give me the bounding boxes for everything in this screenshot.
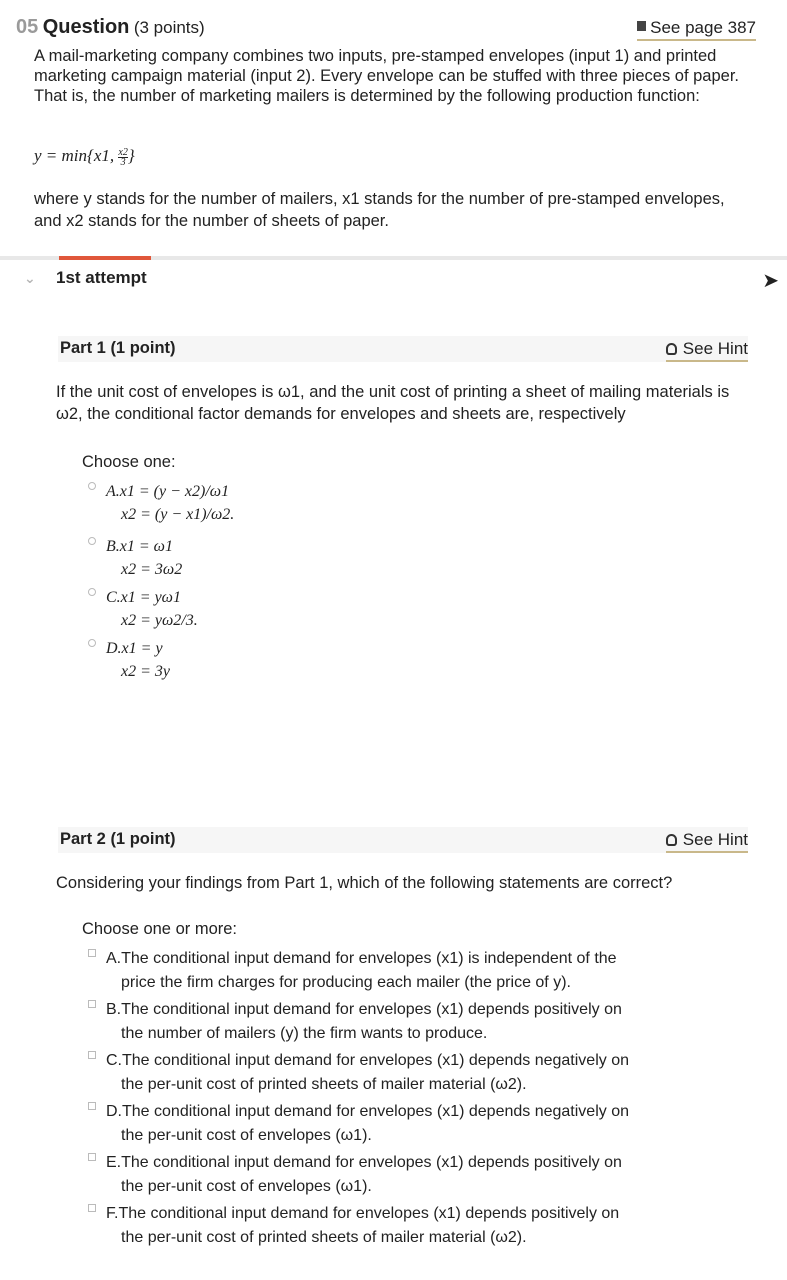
formula-fraction (118, 148, 127, 167)
part2-option-b[interactable] (88, 998, 678, 1046)
part1-hint-link[interactable] (666, 339, 748, 362)
checkbox[interactable] (88, 1102, 96, 1110)
chevron-down-icon: ⌄ (24, 270, 36, 286)
part1-hint-label: See Hint (682, 339, 748, 358)
lightbulb-icon (666, 834, 677, 846)
option-line1: B.The conditional input demand for envelopes (x1) depends positively on (106, 1001, 622, 1018)
part1-header (58, 336, 748, 362)
option-line2: x2 = (y − x1)/ω2. (121, 506, 235, 523)
part2-hint-label: See Hint (682, 830, 748, 849)
variable-definitions: where y stands for the number of mailers, x1 stands for the number of pre-stamped envelopes, and x2 stands for the number of sheets of paper. (34, 190, 725, 230)
part2-prompt: Considering your findings from Part 1, which of the following statements are correct? (56, 874, 673, 892)
option-line2: the per-unit cost of printed sheets of mailer material (ω2). (121, 1076, 527, 1093)
formula-prefix: y = min{x1, (34, 146, 119, 165)
question-intro: A mail-marketing company combines two inputs, pre-stamped envelopes (input 1) and printed marketing campaign material (input 2). Every envelope can be stuffed with three pieces of paper. That is, the number of marketing mailers is determined by the following production function: (34, 47, 740, 105)
option-line1: D.x1 = y (106, 640, 163, 657)
option-line2: x2 = yω2/3. (121, 612, 198, 629)
question-points: (3 points) (133, 18, 205, 37)
formula-suffix: } (127, 146, 135, 165)
question-header (16, 16, 756, 39)
option-line1: F.The conditional input demand for envelopes (x1) depends positively on (106, 1205, 620, 1222)
option-line1: A.The conditional input demand for envelopes (x1) is independent of the (106, 950, 617, 967)
formula-numerator: x2 (118, 146, 128, 158)
option-line2: the per-unit cost of envelopes (ω1). (121, 1178, 372, 1195)
option-line2: x2 = 3y (121, 663, 170, 680)
checkbox[interactable] (88, 1204, 96, 1212)
option-line1: D.The conditional input demand for envelopes (x1) depends negatively on (106, 1103, 629, 1120)
see-page-link[interactable] (637, 18, 756, 41)
option-line2: x2 = 3ω2 (121, 561, 183, 578)
attempt-label: 1st attempt (56, 268, 147, 287)
option-line2: the per-unit cost of printed sheets of mailer material (ω2). (121, 1229, 527, 1246)
checkbox[interactable] (88, 949, 96, 957)
part1-option-a[interactable] (88, 480, 688, 526)
pin-icon[interactable]: ➤ (762, 270, 779, 292)
part1-choose-label: Choose one: (82, 453, 176, 471)
option-line1: A.x1 = (y − x2)/ω1 (106, 483, 230, 500)
part2-option-c[interactable] (88, 1049, 678, 1097)
part2-option-f[interactable] (88, 1202, 678, 1250)
lightbulb-icon (666, 343, 677, 355)
option-line1: C.x1 = yω1 (106, 589, 181, 606)
part1-title: Part 1 (1 point) (60, 339, 176, 357)
see-page-label: See page 387 (650, 18, 756, 37)
formula-denominator: 3 (120, 156, 126, 168)
checkbox[interactable] (88, 1153, 96, 1161)
option-line1: C.The conditional input demand for envelopes (x1) depends negatively on (106, 1052, 629, 1069)
radio-button[interactable] (88, 482, 96, 490)
question-title: Question (42, 16, 130, 38)
part1-option-c[interactable] (88, 586, 688, 632)
option-line2: price the firm charges for producing each mailer (the price of y). (121, 974, 571, 991)
part1-prompt: If the unit cost of envelopes is ω1, and the unit cost of printing a sheet of mailing materials is ω2, the conditional factor demands for envelopes and sheets are, respectively (56, 383, 730, 423)
part2-option-e[interactable] (88, 1151, 678, 1199)
part2-choose-label: Choose one or more: (82, 920, 238, 938)
checkbox[interactable] (88, 1000, 96, 1008)
part2-header (58, 827, 748, 853)
radio-button[interactable] (88, 588, 96, 596)
attempt-tab-indicator (59, 256, 151, 260)
part2-title: Part 2 (1 point) (60, 830, 176, 848)
part2-option-a[interactable] (88, 947, 678, 995)
option-line2: the per-unit cost of envelopes (ω1). (121, 1127, 372, 1144)
radio-button[interactable] (88, 537, 96, 545)
part2-option-d[interactable] (88, 1100, 678, 1148)
radio-button[interactable] (88, 639, 96, 647)
checkbox[interactable] (88, 1051, 96, 1059)
option-line1: B.x1 = ω1 (106, 538, 173, 555)
option-line2: the number of mailers (y) the firm wants to produce. (121, 1025, 488, 1042)
part1-option-d[interactable] (88, 637, 688, 683)
question-number: 05 (16, 16, 39, 38)
attempt-toggle[interactable] (24, 268, 147, 288)
production-function (34, 146, 135, 167)
book-icon (637, 21, 646, 31)
part2-hint-link[interactable] (666, 830, 748, 853)
option-line1: E.The conditional input demand for envelopes (x1) depends positively on (106, 1154, 622, 1171)
part1-option-b[interactable] (88, 535, 688, 581)
